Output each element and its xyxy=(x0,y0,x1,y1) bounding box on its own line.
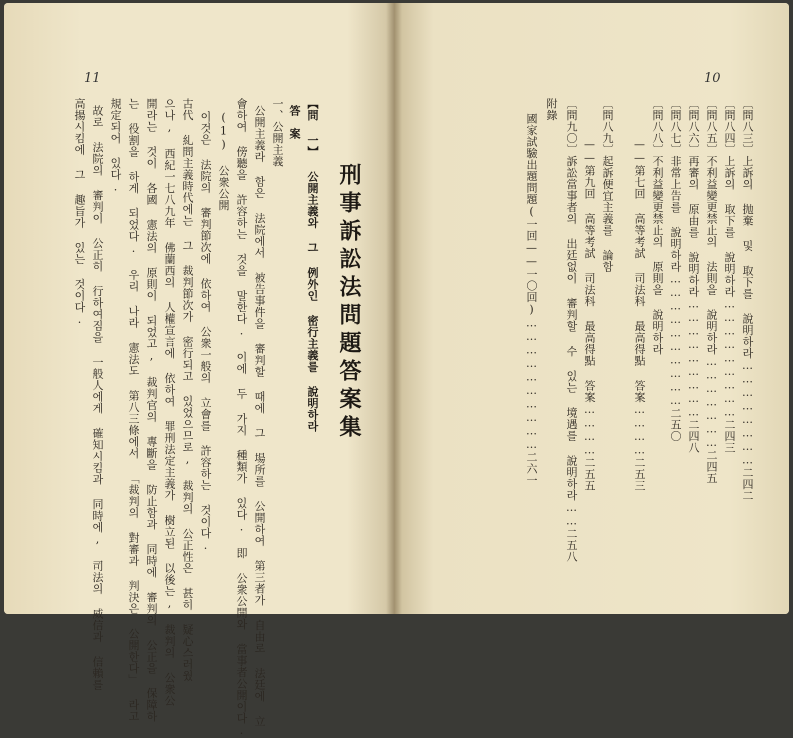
section-heading: 一、公開主義 xyxy=(271,98,284,167)
toc-entry: ——第七回 高等考試 司法科 最高得點 答案…………二五三 xyxy=(633,138,646,492)
body-line: 이것은 法院의 審判節次에 依하여 公衆一般의 立會를 許容하는 것이다. xyxy=(199,111,212,553)
body-line: 으나, 西紀一七八九年 佛蘭西의 人權宣言에 依하여 罪刑法定主義가 樹立된 以後는, 裁判의 公衆公 xyxy=(163,98,176,707)
book-spread xyxy=(4,3,789,738)
body-line: 古代 糺問主義時代에는 그 裁判節次가 密行되고 있었으므로, 裁判의 公正性은 甚히 疑心스러웠 xyxy=(181,98,194,682)
body-line: 는 役割을 하게 되었다. 우리 나라 憲法도 第八三條에서 「裁判의 對審과 判決은 公開한다」 라고 xyxy=(127,98,140,722)
toc-entry: 〔問九〇〕訴訟當事者의 出廷없이 審判할 수 있는 境遇를 說明하라……二五八 xyxy=(565,98,578,563)
toc-entry: 〔問八六〕再審의 原由를 說明하라………………………二四八 xyxy=(687,98,700,454)
toc-entry: 〔問八八〕不利益變更禁止의 原則을 說明하라 xyxy=(651,98,664,355)
book-title: 刑事訴訟法問題答案集 xyxy=(336,163,362,443)
toc-entry: 〔問八三〕上訴의 抛棄 및 取下를 說明하라……………………二四二 xyxy=(741,98,754,502)
toc-entry: 〔問八九〕起訴便宜主義를 論함 xyxy=(601,98,614,273)
toc-entry: 國家試驗出題問題(一回——一〇回)…………………………二六一 xyxy=(525,113,538,486)
body-line: 故로 法院의 審判이 公正히 行하여짐을 一般人에게 確知시킴과 同時에, 司法의 威信과 信賴를 xyxy=(91,105,104,691)
body-line: 會하여 傍聽을 許容하는 것을 말한다. 이에 두 가지 種類가 있다. 即 公衆公開와 當事者公開이다. xyxy=(235,98,248,738)
subsection-heading: (1) 公衆公開 xyxy=(217,111,230,211)
toc-entry: 〔問八七〕非常上告를 說明하라…………………………二五〇 xyxy=(669,98,682,442)
book-gutter xyxy=(386,3,402,614)
toc-entry: 〔問八五〕不利益變更禁止의 法則을 說明하라…………………二四五 xyxy=(705,98,718,484)
body-line: 高揚시킴에 그 趣旨가 있는 것이다. xyxy=(73,98,86,327)
toc-entry: 〔問八四〕上訴의 取下를 說明하라………………………二四三 xyxy=(723,98,736,454)
body-line: 開라는 것이 各國 憲法의 原則이 되었고, 裁判官의 專斷을 防止함과 同時에 審判의 公正을 保障하 xyxy=(145,98,158,722)
answer-heading: 答 案 xyxy=(288,105,301,140)
body-line: 規定되어 있다. xyxy=(109,98,122,194)
right-page-number: 10 xyxy=(704,71,721,86)
body-line: 公開主義라 함은 法院에서 被告事件을 審判할 때에 그 場所를 公開하여 第三者가 自由로 法廷에 立 xyxy=(253,105,266,727)
left-page-number: 11 xyxy=(84,71,101,86)
question-heading: 【問 一】 公開主義와 그 例外인 密行主義를 說明하라 xyxy=(306,98,319,432)
toc-entry: ——第九回 高等考試 司法科 最高得點 答案…………二五五 xyxy=(583,138,596,492)
appendix-heading: 附錄 xyxy=(545,98,558,121)
